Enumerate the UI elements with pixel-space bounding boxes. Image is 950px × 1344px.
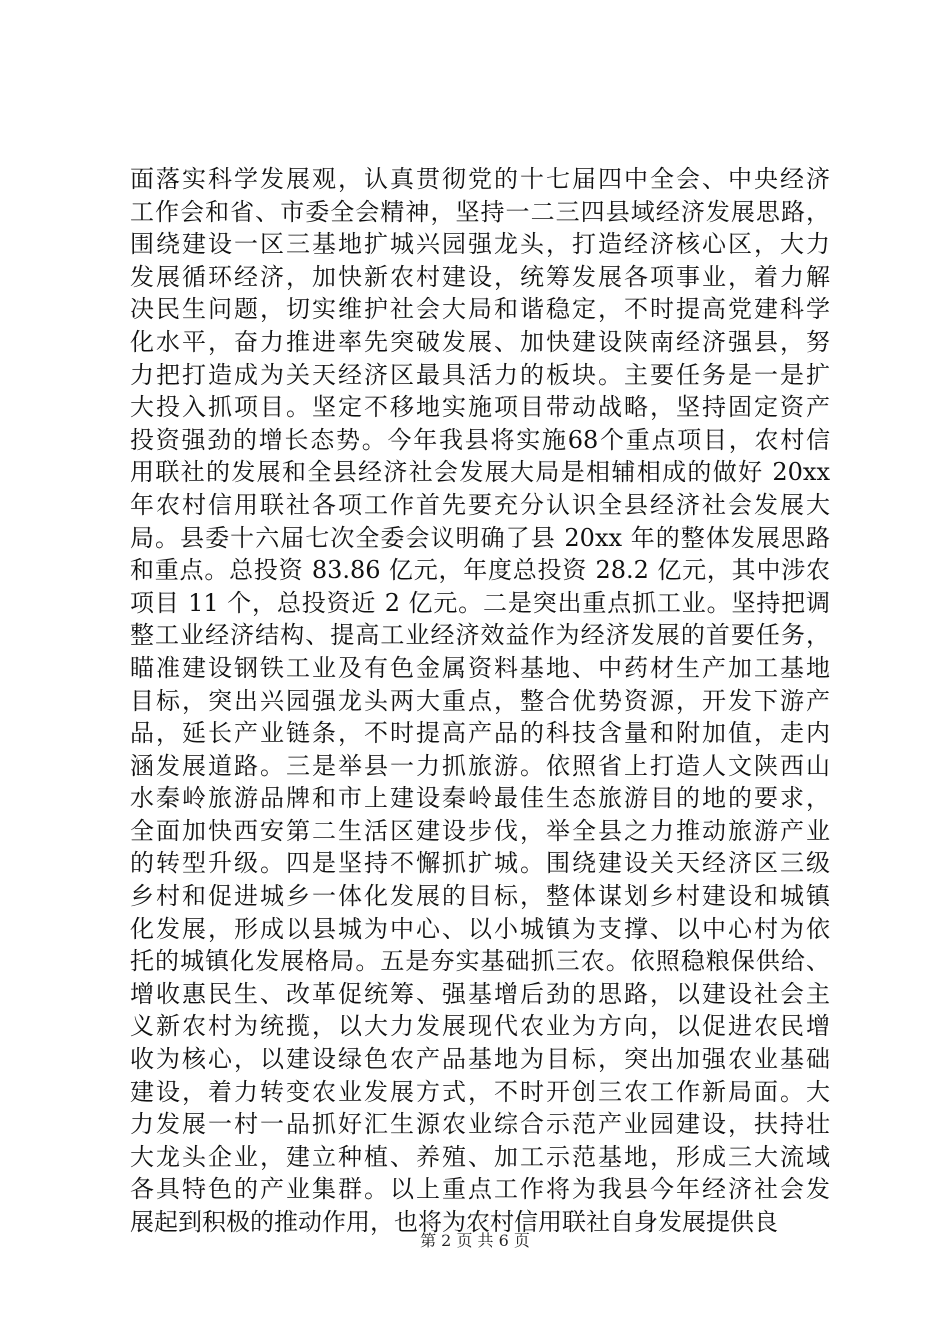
text-line: 的转型升级。四是坚持不懈抓扩城。围绕建设关天经济区三级: [130, 849, 830, 878]
text-line: 围绕建设一区三基地扩城兴园强龙头，打造经济核心区，大力: [130, 230, 830, 259]
text-line: 局。县委十六届七次全委会议明确了县 20xx 年的整体发展思路: [130, 523, 830, 552]
page-number-footer: 第 2 页 共 6 页: [420, 1231, 530, 1250]
text-line: 面落实科学发展观，认真贯彻党的十七届四中全会、中央经济: [130, 165, 830, 193]
text-line: 涵发展道路。三是举县一力抓旅游。依照省上打造人文陕西山: [130, 751, 830, 780]
text-line: 展起到积极的推动作用，也将为农村信用联社自身发展提供良: [130, 1208, 778, 1236]
body-paragraph: [130, 163, 830, 1239]
text-line: 整工业经济结构、提高工业经济效益作为经济发展的首要任务，: [130, 621, 830, 650]
text-line: 用联社的发展和全县经济社会发展大局是相辅相成的做好 20xx: [130, 458, 830, 487]
text-line: 各具特色的产业集群。以上重点工作将为我县今年经济社会发: [130, 1175, 830, 1204]
text-line: 瞄准建设钢铁工业及有色金属资料基地、中药材生产加工基地: [130, 653, 830, 682]
text-line: 力发展一村一品抓好汇生源农业综合示范产业园建设，扶持壮: [130, 1110, 830, 1139]
text-line: 工作会和省、市委全会精神，坚持一二三四县域经济发展思路，: [130, 197, 830, 226]
text-line: 乡村和促进城乡一体化发展的目标，整体谋划乡村建设和城镇: [130, 882, 830, 911]
text-line: 全面加快西安第二生活区建设步伐，举全县之力推动旅游产业: [130, 816, 830, 845]
text-line: 品，延长产业链条，不时提高产品的科技含量和附加值，走内: [130, 719, 830, 748]
text-line: 大龙头企业，建立种植、养殖、加工示范基地，形成三大流域: [130, 1142, 830, 1171]
text-line: 目标，突出兴园强龙头两大重点，整合优势资源，开发下游产: [130, 686, 830, 715]
text-line: 化水平，奋力推进率先突破发展、加快建设陕南经济强县，努: [130, 327, 830, 356]
text-line: 力把打造成为关天经济区最具活力的板块。主要任务是一是扩: [130, 360, 830, 389]
text-line: 收为核心，以建设绿色农产品基地为目标，突出加强农业基础: [130, 1045, 830, 1074]
text-line: 化发展，形成以县城为中心、以小城镇为支撑、以中心村为依: [130, 914, 830, 943]
text-line: 年农村信用联社各项工作首先要充分认识全县经济社会发展大: [130, 490, 830, 519]
text-line: 发展循环经济，加快新农村建设，统筹发展各项事业，着力解: [130, 262, 830, 291]
text-line: 项目 11 个，总投资近 2 亿元。二是突出重点抓工业。坚持把调: [130, 588, 830, 617]
text-line: 增收惠民生、改革促统筹、强基增后劲的思路，以建设社会主: [130, 979, 830, 1008]
text-line: 义新农村为统揽，以大力发展现代农业为方向，以促进农民增: [130, 1012, 830, 1041]
text-line: 托的城镇化发展格局。五是夯实基础抓三农。依照稳粮保供给、: [130, 947, 830, 976]
text-line: 和重点。总投资 83.86 亿元，年度总投资 28.2 亿元，其中涉农: [130, 556, 830, 585]
text-line: 水秦岭旅游品牌和市上建设秦岭最佳生态旅游目的地的要求，: [130, 784, 830, 813]
text-line: 大投入抓项目。坚定不移地实施项目带动战略，坚持固定资产: [130, 393, 830, 422]
text-line: 建设，着力转变农业发展方式，不时开创三农工作新局面。大: [130, 1077, 830, 1106]
text-line: 决民生问题，切实维护社会大局和谐稳定，不时提高党建科学: [130, 295, 830, 324]
text-line: 投资强劲的增长态势。今年我县将实施68个重点项目，农村信: [130, 425, 830, 454]
